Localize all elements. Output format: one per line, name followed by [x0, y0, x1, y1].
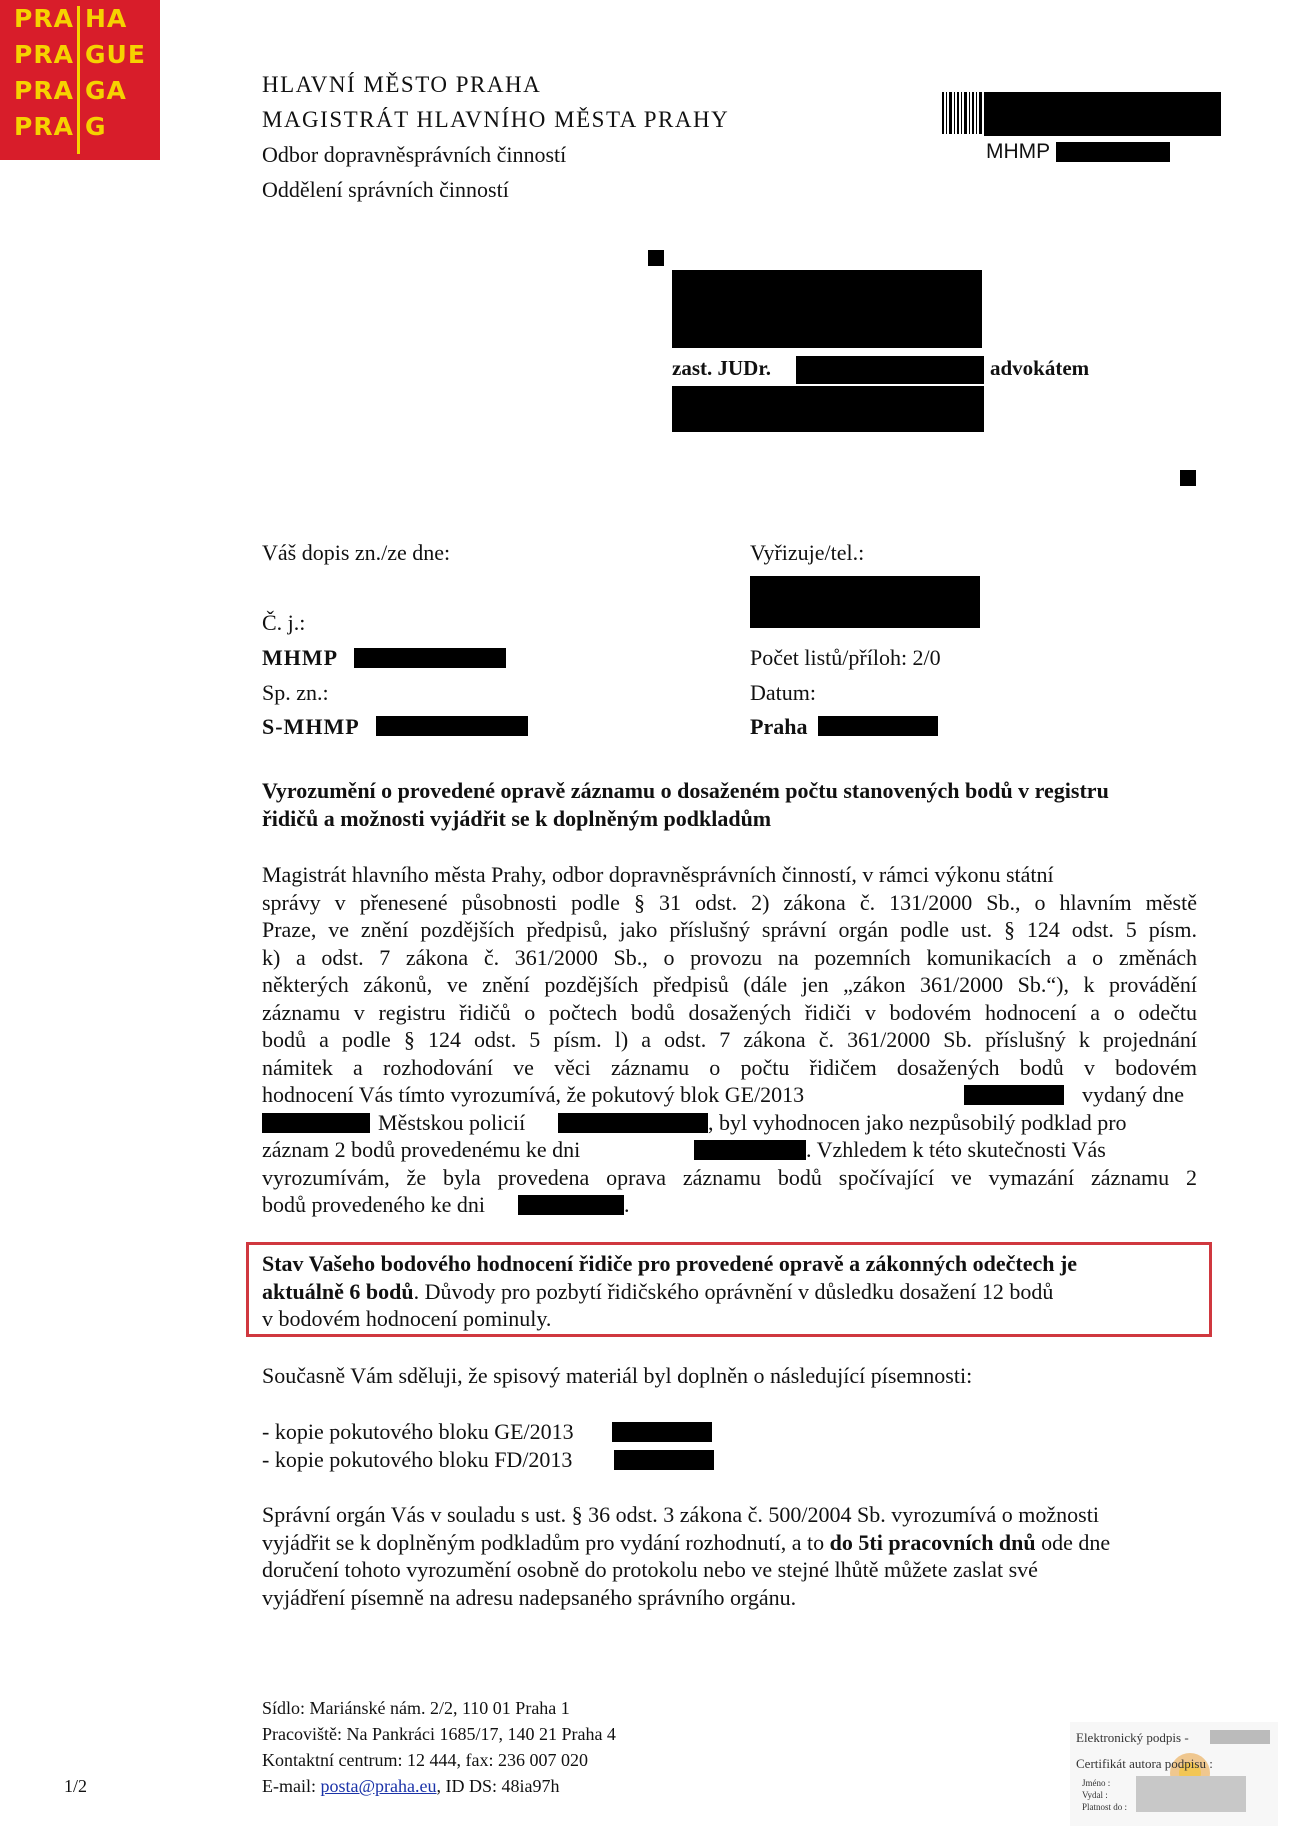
points-status-line: Stav Vašeho bodového hodnocení řidiče pro provedené opravě a zákonných odečtech je [262, 1251, 1078, 1276]
paragraph-line: záznam 2 bodů provedenému ke dni [262, 1137, 581, 1162]
paragraph-line: bodů provedeného ke dni [262, 1192, 485, 1217]
sheets-count: Počet listů/příloh: 2/0 [750, 645, 941, 670]
redaction [672, 386, 984, 432]
signature-line: Vydal : [1082, 1790, 1108, 1800]
redaction [1056, 142, 1170, 162]
deadline-text: do 5ti pracovních dnů [829, 1529, 1036, 1555]
paragraph-line: bodů a podle § 124 odst. 5 písm. l) a odst. 7 zákona č. 361/2000 Sb. příslušný k projednání [262, 1027, 1197, 1052]
redaction [518, 1195, 624, 1215]
paragraph-line: hodnocení Vás tímto vyrozumívá, že pokutový blok GE/2013 [262, 1082, 805, 1107]
office-name: MAGISTRÁT HLAVNÍHO MĚSTA PRAHY [262, 107, 730, 132]
ref-number-value: MHMP [262, 645, 339, 670]
redaction [558, 1113, 708, 1133]
rights-paragraph [262, 1501, 1197, 1611]
paragraph-line: k) a odst. 7 zákona č. 361/2000 Sb., o provozu na pozemních komunikacích a o změnách [262, 944, 1197, 970]
paragraph-line: námitek a rozhodování ve věci záznamu o počtu řidičem dosažených bodů v bodovém [262, 1054, 1197, 1080]
redaction [262, 1113, 370, 1133]
date-label: Datum: [750, 680, 816, 705]
paragraph-line: Městskou policií [378, 1109, 526, 1135]
document-title: Vyrozumění o provedené opravě záznamu o dosaženém počtu stanovených bodů v registru [262, 778, 1109, 803]
department-name: Odbor dopravněsprávních činností [262, 142, 567, 167]
representative-label: zast. JUDr. [672, 356, 771, 380]
points-value: aktuálně 6 bodů [262, 1278, 414, 1304]
logo-text: G [85, 112, 107, 141]
ref-number-label: Č. j.: [262, 610, 306, 635]
points-status-text [262, 1250, 1197, 1333]
paragraph-line: některých zákonů, ve znění pozdějších předpisů (dále jen „zákon 361/2000 Sb.“), k provádění [262, 972, 1197, 997]
date-value: Praha [750, 714, 808, 739]
section-name: Oddělení správních činností [262, 177, 509, 202]
redaction [376, 716, 528, 736]
paragraph-line: záznamu v registru řidičů o počtech bodů dosažených řidiči v bodovém hodnocení a o odečtu [262, 999, 1197, 1025]
page-number: 1/2 [64, 1776, 88, 1796]
paragraph-line: Magistrát hlavního města Prahy, odbor dopravněsprávních činností, v rámci výkonu státní [262, 862, 1054, 887]
redaction [750, 576, 980, 628]
redaction [694, 1140, 806, 1160]
address-corner-mark [648, 250, 664, 266]
footer-workplace: Pracoviště: Na Pankráci 1685/17, 140 21 Praha 4 [262, 1724, 616, 1744]
signature-line: Jméno : [1082, 1778, 1111, 1788]
file-mark-value: S-MHMP [262, 714, 360, 739]
logo-text: GA [85, 76, 127, 105]
logo-text: PRA [14, 40, 74, 69]
signature-line: Certifikát autora podpisu : [1076, 1756, 1213, 1771]
paragraph-line: Správní orgán Vás v souladu s ust. § 36 odst. 3 zákona č. 500/2004 Sb. vyrozumívá o možnosti [262, 1502, 1099, 1527]
list-item: - kopie pokutového bloku GE/2013 [262, 1419, 574, 1444]
list-item: - kopie pokutového bloku FD/2013 [262, 1447, 573, 1472]
your-letter-label: Váš dopis zn./ze dne: [262, 540, 451, 565]
footer-address: Sídlo: Mariánské nám. 2/2, 110 01 Praha 1 [262, 1698, 570, 1718]
paragraph-line: vyrozumívám, že byla provedena oprava záznamu bodů spočívající ve vymazání záznamu 2 [262, 1164, 1197, 1190]
redaction [984, 92, 1221, 136]
electronic-signature-stamp [1070, 1722, 1278, 1826]
paragraph-line: vyjádření písemně na adresu nadepsaného správního orgánu. [262, 1584, 797, 1610]
paragraph-line: . Vzhledem k této skutečnosti Vás [806, 1137, 1106, 1162]
redaction [818, 716, 938, 736]
redaction [1210, 1730, 1270, 1744]
redaction [964, 1085, 1064, 1105]
paragraph-line: doručení tohoto vyrozumění osobně do protokolu nebo ve stejné lhůtě můžete zaslat své [262, 1557, 1038, 1582]
points-status-line: . Důvody pro pozbytí řidičského oprávnění v důsledku dosažení 12 bodů [413, 1278, 1054, 1304]
paragraph-line: ode dne [1035, 1529, 1111, 1555]
supplement-paragraph: Současně Vám sděluji, že spisový materiál byl doplněn o následující písemnosti: [262, 1363, 973, 1388]
logo-text: PRA [14, 76, 74, 105]
main-paragraph [262, 861, 1197, 1221]
redaction [612, 1422, 712, 1442]
paragraph-line: Praze, ve znění pozdějších předpisů, jako příslušný správní orgán podle ust. § 124 odst. 5 písm. [262, 917, 1197, 942]
redaction [614, 1450, 714, 1470]
signature-line: Platnost do : [1082, 1802, 1128, 1812]
authority-name: HLAVNÍ MĚSTO PRAHA [262, 72, 542, 97]
advocate-label: advokátem [990, 356, 1090, 380]
praha-logo [0, 0, 160, 160]
signature-line: Elektronický podpis - [1076, 1730, 1189, 1745]
redaction [354, 648, 506, 668]
email-label: E-mail: [262, 1776, 321, 1796]
footer-contact: Kontaktní centrum: 12 444, fax: 236 007 020 [262, 1750, 588, 1770]
points-status-line: v bodovém hodnocení pominuly. [262, 1306, 552, 1331]
paragraph-line: vydaný dne [1082, 1082, 1185, 1107]
paragraph-line: . [624, 1192, 630, 1217]
footer-email-line [262, 1776, 560, 1797]
redaction [672, 270, 982, 348]
address-corner-mark [1180, 470, 1196, 486]
paragraph-line: , byl vyhodnocen jako nezpůsobilý podklad pro [708, 1109, 1127, 1135]
redaction [1136, 1776, 1246, 1812]
paragraph-line: správy v přenesené působnosti podle § 31 odst. 2) zákona č. 131/2000 Sb., o hlavním městě [262, 889, 1197, 915]
handled-by-label: Vyřizuje/tel.: [750, 540, 865, 565]
data-box-id: , ID DS: 48ia97h [436, 1776, 560, 1796]
logo-text: GUE [85, 40, 146, 69]
logo-text: PRA [14, 112, 74, 141]
file-mark-label: Sp. zn.: [262, 680, 329, 705]
redaction [796, 356, 984, 384]
document-title: řidičů a možnosti vyjádřit se k doplněným podkladům [262, 806, 772, 831]
paragraph-line: vyjádřit se k doplněným podkladům pro vydání rozhodnutí, a to [262, 1529, 830, 1555]
logo-text: HA [85, 4, 128, 33]
barcode [942, 92, 986, 134]
logo-text: PRA [14, 4, 74, 33]
email-link[interactable]: posta@praha.eu [320, 1776, 437, 1796]
doc-id-label: MHMP [986, 140, 1051, 163]
